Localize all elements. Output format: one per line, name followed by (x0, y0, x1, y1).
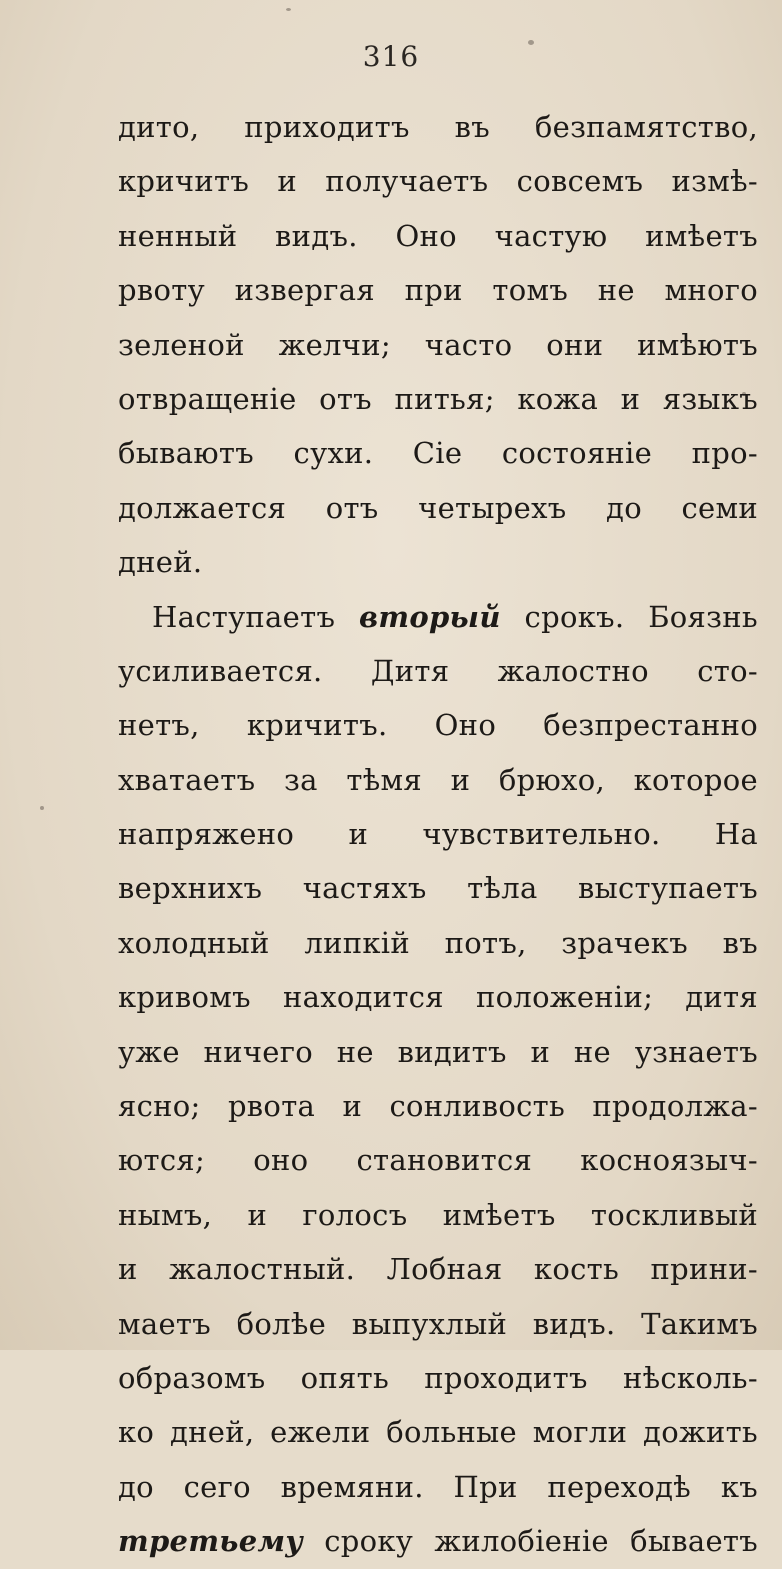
text-line: кричитъ и получаетъ совсемъ измѣ- (118, 164, 758, 199)
text-line: холодный липкiй потъ, зрачекъ въ (118, 925, 758, 960)
text-line: хватаетъ за тѣмя и брюхо, которое (118, 762, 758, 797)
text-line: верхнихъ частяхъ тѣла выступаетъ (118, 871, 758, 906)
text-line: нымъ, и голосъ имѣетъ тоскливый (118, 1197, 758, 1232)
text-line: ко дней, ежели больные могли дожить (118, 1415, 758, 1450)
text-line: маетъ болѣе выпухлый видъ. Такимъ (118, 1306, 758, 1341)
emphasized-word: третьему (118, 1524, 303, 1559)
ink-speck (286, 8, 291, 11)
text-line: нетъ, кричитъ. Оно безпрестанно (118, 708, 758, 743)
text-line: кривомъ находится положенiи; дитя (118, 980, 758, 1015)
ink-speck (40, 806, 44, 810)
text-run: срокъ. Боязнь (524, 599, 758, 634)
text-run: сроку жилобiенiе бываетъ (324, 1524, 758, 1559)
text-line (118, 1514, 758, 1568)
text-run: Наступаетъ (152, 599, 336, 634)
page-number: 316 (362, 40, 420, 73)
text-line: напряжено и чувствительно. На (118, 817, 758, 852)
text-line: ются; оно становится косноязыч- (118, 1143, 758, 1178)
text-line: дито, приходитъ въ безпамятство, (118, 110, 758, 144)
text-line: и жалостный. Лобная кость прини- (118, 1252, 758, 1287)
text-line: зеленой желчи; часто они имѣютъ (118, 327, 758, 362)
text-line: уже ничего не видитъ и не узнаетъ (118, 1034, 758, 1069)
emphasized-word: вторый (359, 599, 501, 634)
text-line: образомъ опять проходитъ нѣсколь- (118, 1360, 758, 1395)
paragraph-opening-line (118, 590, 758, 644)
text-line: ненный видъ. Оно частую имѣетъ (118, 218, 758, 253)
body-text (118, 100, 758, 1569)
text-line: дней. (118, 545, 203, 580)
text-line: отвращенiе отъ питья; кожа и языкъ (118, 381, 758, 416)
text-line: бываютъ сухи. Сiе состоянiе про- (118, 436, 758, 471)
text-line: должается отъ четырехъ до семи (118, 490, 758, 525)
text-line: до сего времяни. При переходѣ къ (118, 1469, 758, 1504)
text-line: усиливается. Дитя жалостно сто- (118, 653, 758, 688)
text-line: рвоту извергая при томъ не много (118, 273, 758, 308)
text-line: ясно; рвота и сонливость продолжа- (118, 1089, 758, 1124)
